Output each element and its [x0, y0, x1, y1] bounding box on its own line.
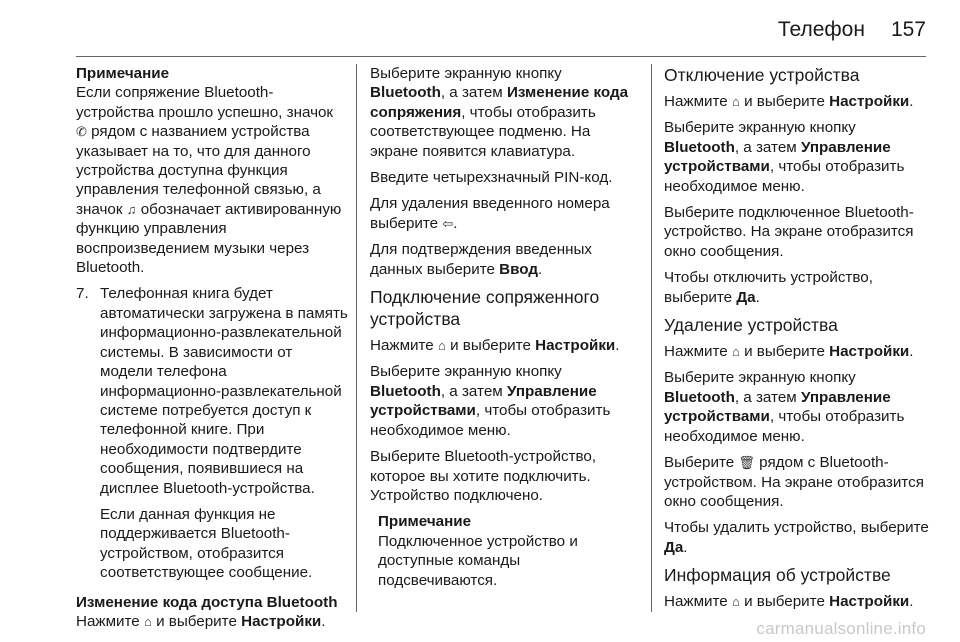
- column-1: [76, 64, 348, 630]
- note-body: Подключенное устройство и доступные команды подсвечиваются.: [378, 532, 578, 589]
- home-icon: ⌂: [731, 94, 740, 109]
- paragraph: Выберите Bluetooth-устройство, которое вы хотите подключить. Устройство подключено.: [370, 448, 597, 504]
- backspace-icon: ⇦: [442, 215, 454, 231]
- paragraph: Выберите подключенное Bluetooth-устройство. На экране отобразится окно сообщения.: [664, 204, 914, 260]
- trash-icon: 🗑: [738, 455, 755, 471]
- paragraph: Чтобы отключить устройство, выберите Да.: [664, 269, 873, 306]
- list-item: 7. Телефонная книга будет автоматически загружена в память информационно-развлекательной системы. В зависимости от модели телефона информационно-развлекательной системе потребуется доступ к телефонной книге. При необходимости подтвердите сообщения, появившиеся на дисплее Bluetooth-устройства.: [76, 285, 348, 497]
- section-heading: Информация об устройстве: [664, 565, 891, 586]
- home-icon: ⌂: [731, 594, 740, 610]
- header-divider: [76, 56, 926, 57]
- paragraph: Выберите экранную кнопку Bluetooth, а затем Управление устройствами, чтобы отобразить необходимое меню.: [370, 363, 611, 439]
- paragraph: Нажмите ⌂ и выберите Настройки.: [76, 612, 326, 630]
- section-heading: Изменение кода доступа Bluetooth: [76, 593, 338, 611]
- note-body: Если сопряжение Bluetooth-устройства прошло успешно, значок ✆ рядом с названием устройства указывает на то, что для данного устройства доступна функция управления телефонной связью, а значок ♫ обозначает активированную функцию управления воспроизведением музыки через Bluetooth.: [76, 84, 342, 277]
- note-title: Примечание: [76, 65, 170, 82]
- paragraph: Выберите экранную кнопку Bluetooth, а затем Управление устройствами, чтобы отобразить необходимое меню.: [664, 119, 905, 195]
- music-icon: ♫: [126, 201, 137, 217]
- section-heading: Подключение сопряженного устройства: [370, 287, 600, 330]
- section-heading: Удаление устройства: [664, 315, 838, 336]
- paragraph: Нажмите ⌂ и выберите Настройки.: [370, 337, 620, 355]
- paragraph: Выберите экранную кнопку Bluetooth, а затем Изменение кода сопряжения, чтобы отобразить соответствующее подменю. На экране появится клавиатура.: [370, 65, 629, 160]
- paragraph: Для подтверждения введенных данных выберите Ввод.: [370, 241, 592, 278]
- home-icon: ⌂: [437, 338, 446, 354]
- page-header: [778, 18, 926, 42]
- section-heading: Отключение устройства: [664, 65, 860, 85]
- paragraph: Нажмите ⌂ и выберите Настройки.: [664, 593, 914, 611]
- note-title: Примечание: [378, 513, 472, 531]
- paragraph: Для удаления введенного номера выберите ⇦.: [370, 195, 610, 232]
- page-title: Телефон: [777, 18, 865, 41]
- column-divider: [651, 64, 652, 612]
- paragraph: Введите четырехзначный PIN-код.: [370, 169, 613, 187]
- column-divider: [356, 64, 357, 612]
- column-2: [370, 64, 638, 612]
- home-icon: ⌂: [143, 613, 152, 629]
- paragraph: Выберите экранную кнопку Bluetooth, а затем Управление устройствами, чтобы отобразить необходимое меню.: [664, 369, 905, 445]
- page-number: 157: [890, 18, 926, 41]
- paragraph: Выберите 🗑 рядом с Bluetooth-устройством. На экране отобразится окно сообщения.: [664, 454, 924, 510]
- paragraph: Нажмите ⌂ и выберите Настройки.: [664, 343, 914, 361]
- paragraph: Нажмите ⌂ и выберите Настройки.: [664, 93, 914, 110]
- column-3: [664, 64, 930, 612]
- watermark: carmanualsonline.info: [756, 619, 926, 638]
- paragraph: Чтобы удалить устройство, выберите Да.: [664, 519, 929, 556]
- list-item-sub: Если данная функция не поддерживается Bluetooth-устройством, отобразится соответствующее сообщение.: [100, 505, 313, 582]
- phone-icon: ✆: [76, 124, 87, 140]
- home-icon: ⌂: [731, 344, 740, 360]
- note: [378, 512, 638, 590]
